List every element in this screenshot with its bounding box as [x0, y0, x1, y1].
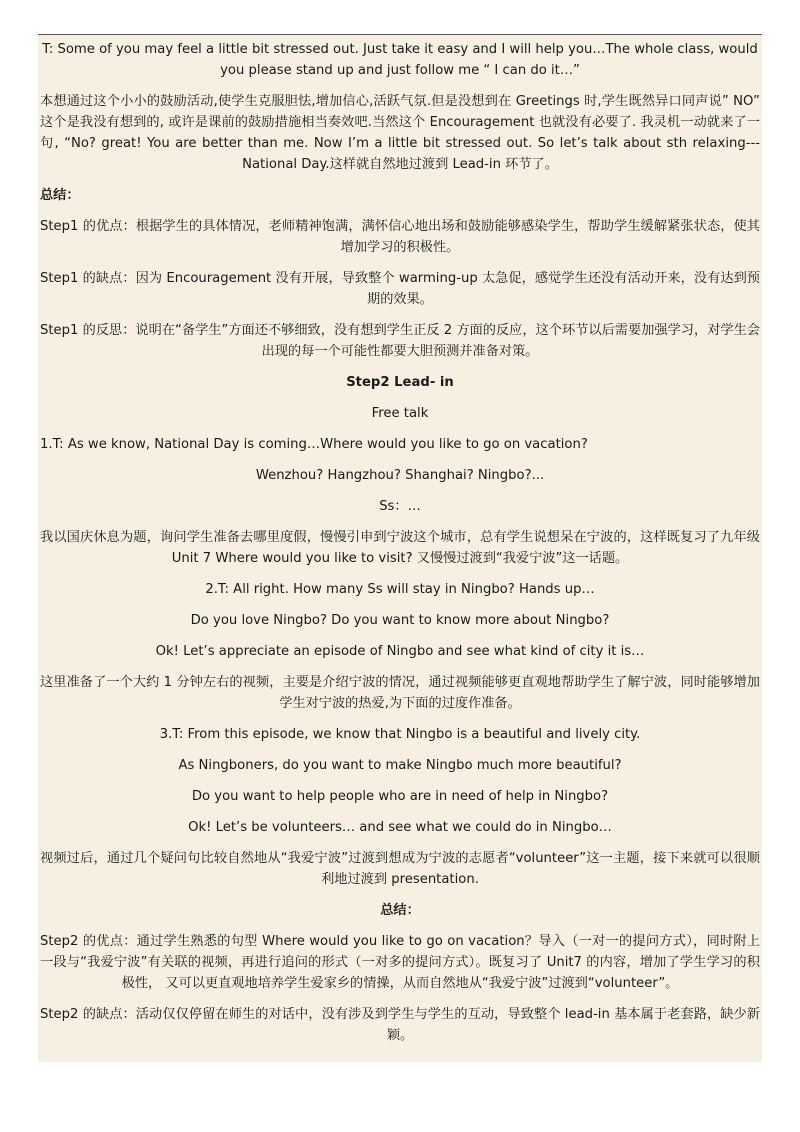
section-heading-21: 总结：	[380, 903, 420, 918]
paragraph-17: As Ningboners, do you want to make Ningbo much more beautiful?	[178, 758, 622, 773]
paragraph-4: Step1 的缺点：因为 Encouragement 没有开展，导致整个 warming-up 太急促，感觉学生还没有活动开来，没有达到预期的效果。	[40, 271, 760, 307]
section-heading-2: 总结：	[40, 188, 80, 203]
paragraph-18: Do you want to help people who are in need of help in Ningbo?	[191, 789, 609, 804]
paragraph-13: Do you love Ningbo? Do you want to know more about Ningbo?	[190, 613, 610, 628]
paragraph-3: Step1 的优点：根据学生的具体情况，老师精神饱满，满怀信心地出场和鼓励能够感染学生，帮助学生缓解紧张状态，使其增加学习的积极性。	[40, 219, 760, 255]
paragraph-9: Wenzhou? Hangzhou? Shanghai? Ningbo?...	[255, 468, 545, 483]
paragraph-16: 3.T: From this episode, we know that Ningbo is a beautiful and lively city.	[159, 727, 641, 742]
paragraph-7: Free talk	[371, 406, 429, 421]
paragraph-12: 2.T: All right. How many Ss will stay in Ningbo? Hands up…	[205, 582, 595, 597]
paragraph-1: 本想通过这个小小的鼓励活动,使学生克服胆怯,增加信心,活跃气氛.但是没想到在 Greetings 时,学生既然异口同声说” NO” 这个是我没有想到的, 或许是课前的鼓励措施相当奏效吧.当然这个 Encouragement 也就没有必要了. 我灵机一动就来了一句, “No? great! You are better than me. Now I’m a little bit stressed out. So let’s talk about sth relaxing---National Day.这样就自然地过渡到 Lead-in 环节了。	[40, 94, 760, 172]
paragraph-8: 1.T: As we know, National Day is coming…Where would you like to go on vacation?	[40, 437, 588, 452]
paragraph-19: Ok! Let’s be volunteers… and see what we could do in Ningbo…	[188, 820, 612, 835]
document-body	[38, 35, 762, 1062]
paragraph-10: Ss：…	[379, 499, 421, 514]
paragraph-15: 这里准备了一个大约 1 分钟左右的视频，主要是介绍宁波的情况，通过视频能够更直观地帮助学生了解宁波，同时能够增加学生对宁波的热爱,为下面的过度作准备。	[40, 675, 760, 711]
paragraph-22: Step2 的优点：通过学生熟悉的句型 Where would you like to go on vacation？导入（一对一的提问方式），同时附上一段与“我爱宁波”有关联的视频，再进行追问的形式（一对多的提问方式）。既复习了 Unit7 的内容，增加了学生学习的积极性， 又可以更直观地培养学生爱家乡的情操，从而自然地从“我爱宁波”过渡到“volunteer”。	[40, 934, 760, 991]
paragraph-23: Step2 的缺点：活动仅仅停留在师生的对话中，没有涉及到学生与学生的互动，导致整个 lead-in 基本属于老套路，缺少新颖。	[40, 1007, 760, 1043]
paragraph-5: Step1 的反思：说明在“备学生”方面还不够细致，没有想到学生正反 2 方面的反应，这个环节以后需要加强学习，对学生会出现的每一个可能性都要大胆预测并准备对策。	[40, 323, 760, 359]
section-heading-6: Step2 Lead- in	[346, 375, 454, 390]
paragraph-0: T: Some of you may feel a little bit stressed out. Just take it easy and I will help you…The whole class, would you please stand up and just follow me “ I can do it…”	[42, 42, 758, 78]
paragraph-14: Ok! Let’s appreciate an episode of Ningbo and see what kind of city it is…	[155, 644, 645, 659]
paragraph-20: 视频过后，通过几个疑问句比较自然地从“我爱宁波”过渡到想成为宁波的志愿者“volunteer”这一主题，接下来就可以很顺利地过渡到 presentation.	[40, 851, 760, 887]
paragraph-11: 我以国庆休息为题，询问学生准备去哪里度假，慢慢引申到宁波这个城市，总有学生说想呆在宁波的，这样既复习了九年级 Unit 7 Where would you like to visit? 又慢慢过渡到“我爱宁波”这一话题。	[40, 530, 760, 566]
